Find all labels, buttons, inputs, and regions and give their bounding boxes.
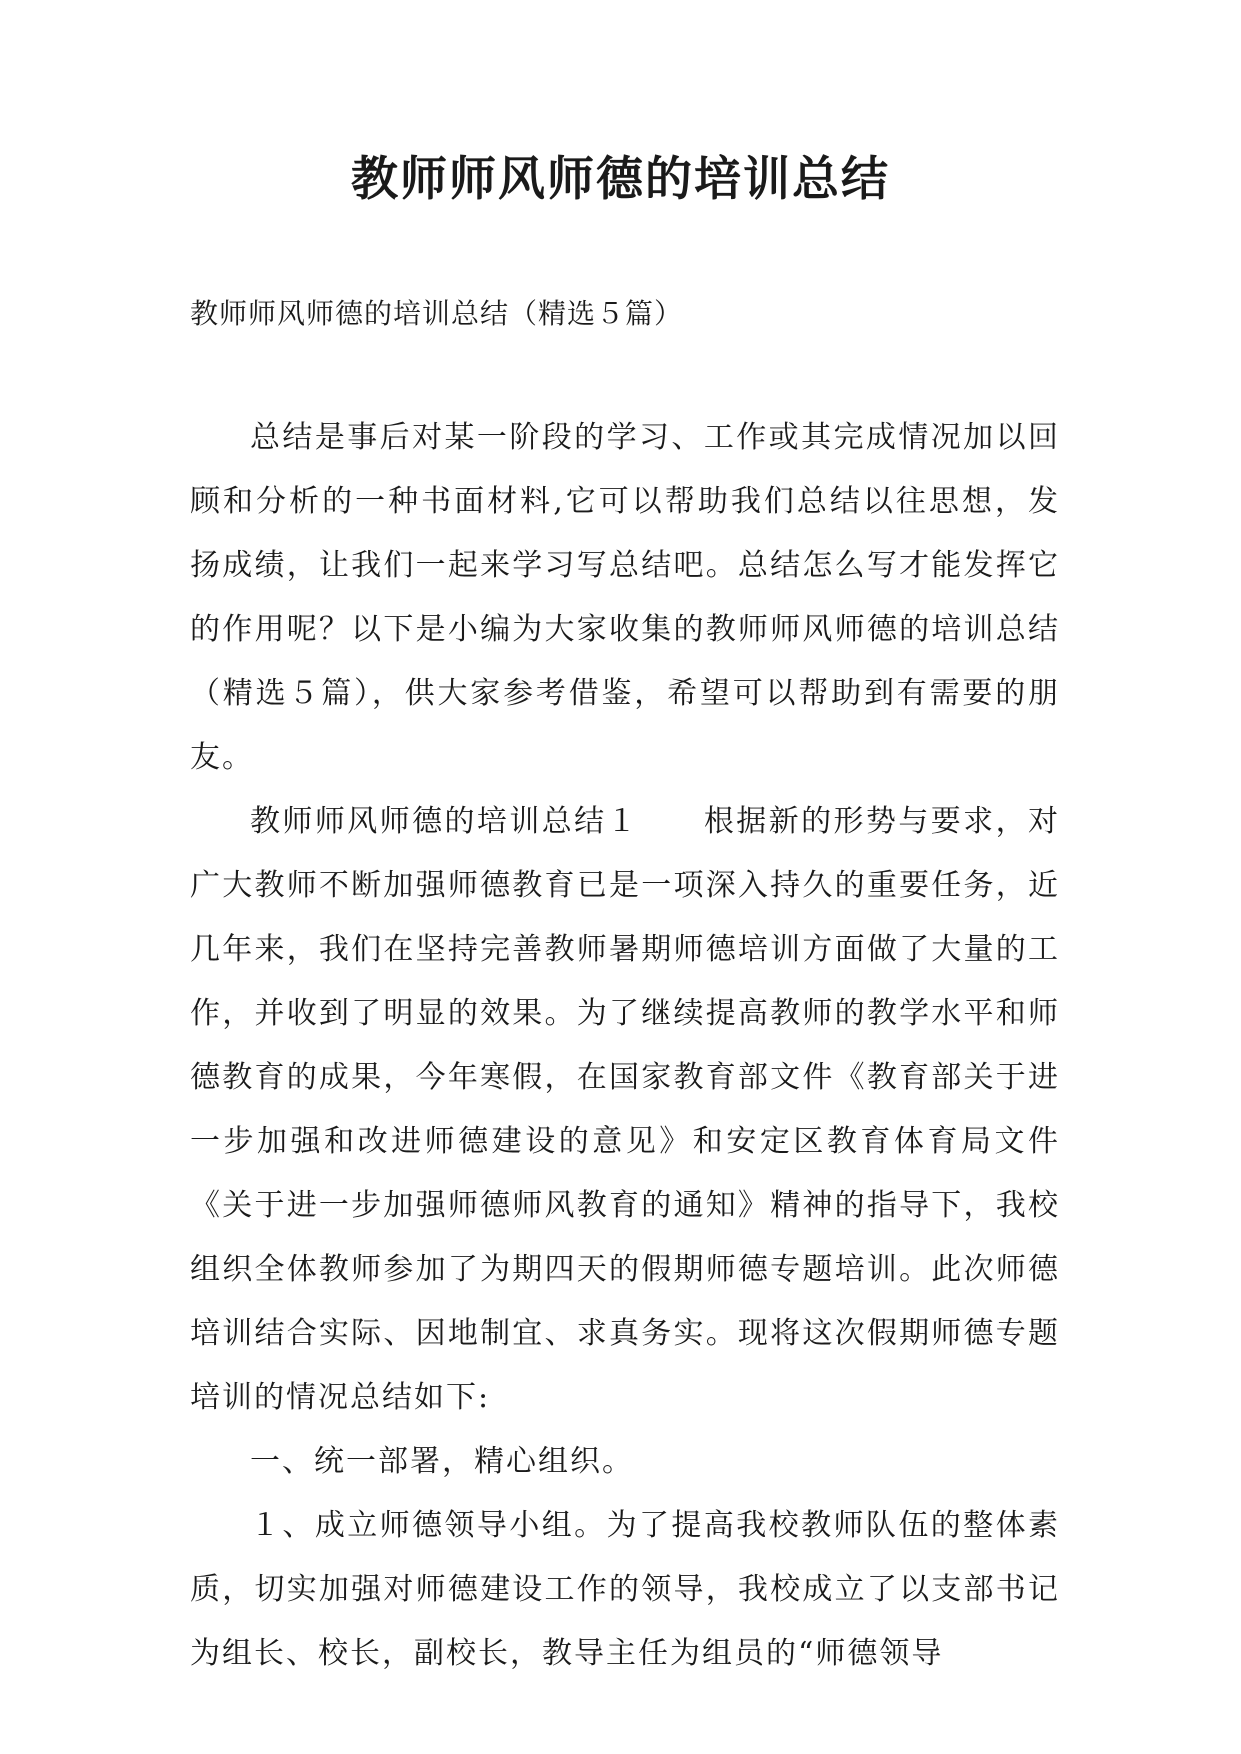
document-body <box>190 406 1060 1686</box>
summary-one-paragraph: 教师师风师德的培训总结１ 根据新的形势与要求，对广大教师不断加强师德教育已是一项深入持久的重要任务，近几年来，我们在坚持完善教师暑期师德培训方面做了大量的工作，并收到了明显的效果。为了继续提高教师的教学水平和师德教育的成果，今年寒假，在国家教育部文件《教育部关于进一步加强和改进师德建设的意见》和安定区教育体育局文件《关于进一步加强师德师风教育的通知》精神的指导下，我校组织全体教师参加了为期四天的假期师德专题培训。此次师德培训结合实际、因地制宜、求真务实。现将这次假期师德专题培训的情况总结如下: <box>190 804 1060 1415</box>
item-one-paragraph: １、成立师德领导小组。为了提高我校教师队伍的整体素质，切实加强对师德建设工作的领导，我校成立了以支部书记为组长、校长，副校长，教导主任为组员的“师德领导 <box>190 1508 1060 1671</box>
intro-paragraph: 总结是事后对某一阶段的学习、工作或其完成情况加以回顾和分析的一种书面材料,它可以帮助我们总结以往思想，发扬成绩，让我们一起来学习写总结吧。总结怎么写才能发挥它的作用呢？以下是小编为大家收集的教师师风师德的培训总结（精选５篇），供大家参考借鉴，希望可以帮助到有需要的朋友。 <box>190 420 1060 775</box>
document-title: 教师师风师德的培训总结 <box>351 152 890 207</box>
section-heading-one: 一、统一部署，精心组织。 <box>250 1444 634 1479</box>
document-subtitle: 教师师风师德的培训总结（精选５篇） <box>190 297 684 330</box>
